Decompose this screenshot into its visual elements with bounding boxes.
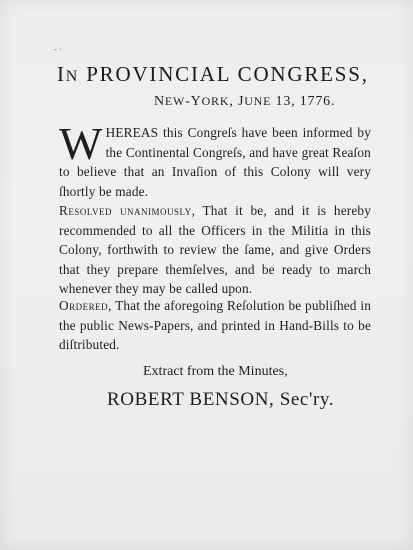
dateline-une: UNE — [244, 94, 272, 108]
signature-line: ROBERT BENSON, Sec'ry. — [107, 389, 335, 410]
dateline-ork: ORK — [201, 94, 230, 108]
dateline-n: N — [154, 94, 165, 109]
whereas-lead: HEREAS — [105, 125, 159, 140]
drop-cap: W — [59, 118, 103, 169]
resolved-paragraph — [59, 201, 371, 299]
dateline-ew: EW — [164, 94, 186, 108]
whereas-text: this Congreſs have been informed by the Continental Congreſs, and have great Reaſon to believe that an Invaſion of this Colony will very ſhortly be made. — [59, 125, 371, 199]
title-initial-rest: N — [65, 68, 80, 85]
document-title — [57, 62, 377, 87]
page-mark: - · — [54, 45, 62, 54]
dateline-comma: , — [229, 94, 238, 109]
dateline-j: J — [237, 94, 245, 109]
ordered-lead: Ordered — [59, 298, 109, 313]
title-main: PROVINCIAL CONGRESS, — [79, 62, 369, 86]
whereas-paragraph — [59, 118, 371, 201]
dateline-dash: - — [185, 94, 191, 109]
dateline-y: Y — [190, 94, 202, 109]
dateline-rest: 13, 1776. — [271, 94, 336, 109]
ordered-paragraph — [59, 296, 371, 355]
resolved-lead: Resolved unanimously — [59, 203, 192, 218]
title-initial: I — [57, 62, 66, 86]
resolved-text: , That it be, and it is hereby recommended to all the Officers in the Militia in this Colony, forthwith to review the ſame, and give Orders that they prepare themſelves, and be ready to march whenever they may be called upon. — [59, 203, 371, 296]
extract-line: Extract from the Minutes, — [143, 364, 288, 379]
ordered-text: , That the aforegoing Reſolution be publiſhed in the public News-Papers, and printed in Hand-Bills to be diſtributed. — [59, 298, 371, 352]
dateline — [154, 94, 335, 110]
